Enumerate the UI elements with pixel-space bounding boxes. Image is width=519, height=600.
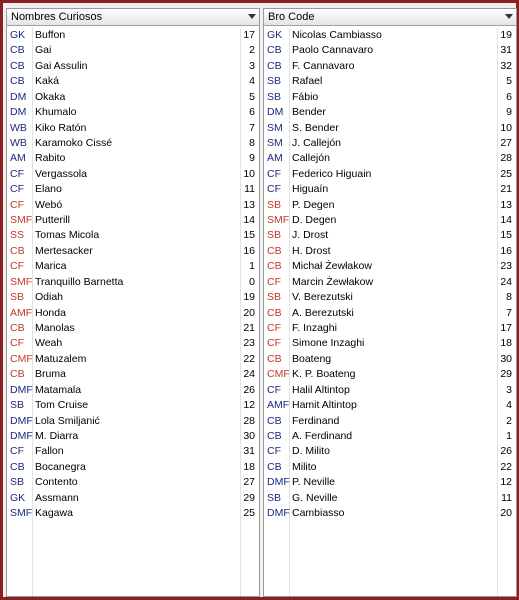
player-position: GK (10, 29, 26, 41)
player-row[interactable] (7, 383, 259, 398)
player-name: Marica (35, 260, 67, 273)
player-position: DM (10, 90, 27, 103)
player-number: 28 (243, 414, 255, 427)
player-name: Okaka (35, 90, 66, 103)
chevron-down-icon[interactable] (248, 14, 256, 19)
player-name: Khumalo (35, 106, 77, 119)
player-position: CB (10, 59, 25, 72)
player-row[interactable] (7, 90, 259, 105)
player-position: CF (10, 183, 24, 196)
player-number: 6 (506, 90, 512, 103)
player-list-right (264, 28, 516, 522)
player-position: CF (267, 275, 281, 288)
player-row[interactable] (7, 444, 259, 459)
team-select-left[interactable] (7, 9, 259, 26)
player-position: CB (10, 322, 25, 335)
player-position: SB (267, 491, 282, 504)
player-position: CMF (10, 352, 33, 365)
player-position: AM (267, 152, 283, 165)
player-row[interactable] (264, 105, 516, 120)
player-number: 32 (500, 59, 512, 72)
player-name: Rabito (35, 152, 66, 165)
player-position: SM (267, 136, 283, 149)
player-position: SB (10, 291, 25, 304)
player-number: 31 (243, 445, 255, 458)
player-number: 19 (500, 29, 512, 41)
player-name: Federico Higuain (292, 167, 372, 180)
player-name: Marcin Żewłakow (292, 275, 374, 288)
player-number: 13 (500, 198, 512, 211)
player-row[interactable] (264, 167, 516, 182)
player-name: P. Degen (292, 198, 335, 211)
player-number: 17 (500, 322, 512, 335)
player-row[interactable] (7, 275, 259, 290)
player-position: CB (267, 59, 282, 72)
player-row[interactable] (264, 28, 516, 43)
player-position: CB (267, 460, 282, 473)
player-name: Vergassola (35, 167, 87, 180)
player-name: Assmann (35, 491, 79, 504)
player-name: Kiko Ratón (35, 121, 87, 134)
player-position: CF (267, 337, 281, 350)
player-position: CB (267, 260, 282, 273)
player-position: SMF (10, 507, 33, 520)
player-row[interactable] (264, 182, 516, 197)
team-select-right[interactable] (264, 9, 516, 26)
player-row[interactable] (7, 352, 259, 367)
player-number: 9 (249, 152, 255, 165)
player-name: M. Diarra (35, 429, 79, 442)
player-number: 25 (243, 507, 255, 520)
player-number: 27 (500, 136, 512, 149)
player-position: SS (10, 229, 25, 242)
player-name: Rafael (292, 75, 323, 88)
player-number: 15 (500, 229, 512, 242)
player-number: 14 (243, 214, 255, 227)
player-number: 20 (500, 507, 512, 520)
player-number: 30 (243, 429, 255, 442)
player-name: Elano (35, 183, 62, 196)
player-row[interactable] (7, 429, 259, 444)
player-position: DMF (267, 507, 290, 520)
player-position: SB (267, 291, 282, 304)
player-position: SB (267, 198, 282, 211)
player-position: DMF (267, 476, 290, 489)
player-row[interactable] (7, 151, 259, 166)
player-position: DMF (10, 383, 33, 396)
player-position: CMF (267, 368, 290, 381)
player-position: SB (10, 476, 25, 489)
player-name: Contento (35, 476, 78, 489)
player-row[interactable] (264, 336, 516, 351)
player-name: Kagawa (35, 507, 73, 520)
player-name: Matuzalem (35, 352, 87, 365)
player-name: Nicolas Cambiasso (292, 29, 382, 41)
player-position: SB (267, 229, 282, 242)
player-name: D. Degen (292, 214, 337, 227)
player-name: Honda (35, 306, 66, 319)
player-number: 7 (506, 306, 512, 319)
chevron-down-icon[interactable] (505, 14, 513, 19)
player-number: 14 (500, 214, 512, 227)
player-position: CB (267, 244, 282, 257)
player-row[interactable] (7, 213, 259, 228)
player-position: SM (267, 121, 283, 134)
player-name: Webó (35, 198, 63, 211)
player-number: 23 (243, 337, 255, 350)
player-row[interactable] (264, 74, 516, 89)
player-row[interactable] (264, 213, 516, 228)
player-row[interactable] (264, 352, 516, 367)
player-number: 6 (249, 106, 255, 119)
player-row[interactable] (264, 90, 516, 105)
team-panel-left (6, 8, 260, 597)
player-position: CB (267, 44, 282, 57)
player-position: AM (10, 152, 26, 165)
player-row[interactable] (264, 275, 516, 290)
player-number: 21 (500, 183, 512, 196)
player-name: Hamit Altintop (292, 399, 357, 412)
player-name: Boateng (292, 352, 332, 365)
player-row[interactable] (264, 228, 516, 243)
player-position: CF (10, 167, 24, 180)
player-number: 7 (249, 121, 255, 134)
player-position: SMF (10, 275, 33, 288)
player-name: Tom Cruise (35, 399, 89, 412)
player-position: CF (10, 260, 24, 273)
player-name: Bruma (35, 368, 66, 381)
player-name: Ferdinand (292, 414, 340, 427)
player-name: P. Neville (292, 476, 335, 489)
player-number: 2 (249, 44, 255, 57)
player-number: 12 (243, 399, 255, 412)
player-position: SMF (10, 214, 33, 227)
player-number: 0 (249, 275, 255, 288)
player-position: CB (10, 244, 25, 257)
player-row[interactable] (264, 429, 516, 444)
player-number: 24 (500, 275, 512, 288)
player-row[interactable] (7, 336, 259, 351)
player-number: 26 (243, 383, 255, 396)
player-row[interactable] (264, 444, 516, 459)
player-number: 1 (249, 260, 255, 273)
player-position: CB (10, 44, 25, 57)
player-number: 10 (500, 121, 512, 134)
player-position: CB (10, 75, 25, 88)
player-number: 15 (243, 229, 255, 242)
player-row[interactable] (264, 321, 516, 336)
player-row[interactable] (264, 59, 516, 74)
player-name: Tomas Micola (35, 229, 100, 242)
player-row[interactable] (7, 491, 259, 506)
player-number: 20 (243, 306, 255, 319)
player-row[interactable] (7, 28, 259, 43)
player-name: Callejón (292, 152, 330, 165)
player-name: D. Milito (292, 445, 330, 458)
player-number: 8 (249, 136, 255, 149)
player-position: CB (10, 460, 25, 473)
player-name: Kaká (35, 75, 59, 88)
player-row[interactable] (7, 198, 259, 213)
player-position: CB (267, 352, 282, 365)
player-number: 9 (506, 106, 512, 119)
player-position: CF (10, 445, 24, 458)
player-name: Odiah (35, 291, 64, 304)
player-name: H. Drost (292, 244, 331, 257)
player-number: 25 (500, 167, 512, 180)
player-name: Cambiasso (292, 507, 345, 520)
player-number: 3 (506, 383, 512, 396)
player-name: Higuaín (292, 183, 329, 196)
player-number: 12 (500, 476, 512, 489)
player-name: F. Cannavaro (292, 59, 355, 72)
player-name: J. Drost (292, 229, 329, 242)
player-number: 10 (243, 167, 255, 180)
player-name: Putterill (35, 214, 71, 227)
player-name: S. Bender (292, 121, 339, 134)
player-number: 4 (249, 75, 255, 88)
player-row[interactable] (7, 136, 259, 151)
player-name: Milito (292, 460, 317, 473)
player-number: 24 (243, 368, 255, 381)
player-row[interactable] (264, 383, 516, 398)
player-row[interactable] (7, 506, 259, 521)
player-name: V. Berezutski (292, 291, 353, 304)
player-row[interactable] (264, 259, 516, 274)
player-name: J. Callejón (292, 136, 342, 149)
player-name: K. P. Boateng (292, 368, 356, 381)
player-position: SB (267, 75, 282, 88)
player-row[interactable] (264, 491, 516, 506)
player-name: Lola Smiljanić (35, 414, 100, 427)
player-row[interactable] (264, 414, 516, 429)
player-row[interactable] (7, 367, 259, 382)
player-number: 22 (243, 352, 255, 365)
player-number: 17 (243, 29, 255, 41)
player-row[interactable] (264, 506, 516, 521)
player-position: SB (267, 90, 282, 103)
player-position: CF (267, 322, 281, 335)
player-name: Simone Inzaghi (292, 337, 365, 350)
player-position: AMF (267, 399, 290, 412)
player-number: 16 (500, 244, 512, 257)
player-name: Gai Assulin (35, 59, 88, 72)
player-number: 27 (243, 476, 255, 489)
player-number: 22 (500, 460, 512, 473)
player-position: CF (10, 198, 24, 211)
player-position: CF (267, 183, 281, 196)
player-position: AMF (10, 306, 33, 319)
player-number: 29 (243, 491, 255, 504)
player-row[interactable] (7, 475, 259, 490)
player-position: DM (10, 106, 27, 119)
player-row[interactable] (264, 121, 516, 136)
player-number: 11 (244, 183, 255, 196)
player-name: G. Neville (292, 491, 338, 504)
player-name: Fábio (292, 90, 319, 103)
player-row[interactable] (7, 59, 259, 74)
player-row[interactable] (7, 105, 259, 120)
player-position: CB (267, 414, 282, 427)
player-row[interactable] (7, 259, 259, 274)
player-position: CB (10, 368, 25, 381)
player-position: WB (10, 136, 27, 149)
player-row[interactable] (7, 244, 259, 259)
player-number: 31 (500, 44, 512, 57)
player-row[interactable] (7, 321, 259, 336)
player-row[interactable] (7, 306, 259, 321)
player-name: Weah (35, 337, 63, 350)
player-row[interactable] (7, 290, 259, 305)
player-row[interactable] (264, 367, 516, 382)
player-position: DM (267, 106, 284, 119)
player-row[interactable] (264, 43, 516, 58)
player-name: Paolo Cannavaro (292, 44, 374, 57)
player-row[interactable] (7, 414, 259, 429)
player-row[interactable] (7, 121, 259, 136)
player-name: A. Berezutski (292, 306, 354, 319)
player-position: CF (267, 445, 281, 458)
player-row[interactable] (264, 198, 516, 213)
player-number: 8 (506, 291, 512, 304)
player-name: Michał Żewłakow (292, 260, 372, 273)
player-row[interactable] (264, 151, 516, 166)
player-position: CB (267, 429, 282, 442)
player-number: 2 (506, 414, 512, 427)
player-name: Halil Altintop (292, 383, 350, 396)
player-position: DMF (10, 414, 33, 427)
team-panel-right (263, 8, 517, 597)
player-position: GK (10, 491, 26, 504)
player-position: CF (267, 167, 281, 180)
player-name: Bender (292, 106, 326, 119)
player-name: Gai (35, 44, 52, 57)
player-row[interactable] (7, 398, 259, 413)
player-row[interactable] (264, 475, 516, 490)
player-name: Tranquillo Barnetta (35, 275, 124, 288)
player-number: 3 (249, 59, 255, 72)
player-number: 1 (506, 429, 512, 442)
player-position: SMF (267, 214, 290, 227)
player-row[interactable] (264, 398, 516, 413)
player-list-left (7, 28, 259, 522)
player-row[interactable] (7, 74, 259, 89)
player-position: DMF (10, 429, 33, 442)
player-number: 21 (243, 322, 255, 335)
player-name: Karamoko Cissé (35, 136, 113, 149)
player-position: CF (267, 383, 281, 396)
player-number: 23 (500, 260, 512, 273)
player-row[interactable] (264, 136, 516, 151)
player-number: 30 (500, 352, 512, 365)
player-number: 18 (243, 460, 255, 473)
player-row[interactable] (7, 228, 259, 243)
player-number: 5 (506, 75, 512, 88)
player-name: A. Ferdinand (292, 429, 353, 442)
player-position: CF (10, 337, 24, 350)
player-row[interactable] (264, 244, 516, 259)
player-name: Mertesacker (35, 244, 93, 257)
player-number: 19 (243, 291, 255, 304)
team-select-label: Bro Code (268, 11, 315, 23)
player-position: CB (267, 306, 282, 319)
player-row[interactable] (7, 43, 259, 58)
player-row[interactable] (7, 460, 259, 475)
player-name: Matamala (35, 383, 82, 396)
player-row[interactable] (264, 460, 516, 475)
player-position: SB (10, 399, 25, 412)
player-number: 11 (501, 491, 512, 504)
player-name: Buffon (35, 29, 66, 41)
player-number: 28 (500, 152, 512, 165)
player-number: 18 (500, 337, 512, 350)
player-number: 16 (243, 244, 255, 257)
player-number: 29 (500, 368, 512, 381)
player-row[interactable] (7, 167, 259, 182)
player-name: Fallon (35, 445, 64, 458)
player-name: Bocanegra (35, 460, 86, 473)
player-number: 13 (243, 198, 255, 211)
player-name: Manolas (35, 322, 75, 335)
player-row[interactable] (7, 182, 259, 197)
player-name: F. Inzaghi (292, 322, 337, 335)
player-number: 4 (506, 399, 512, 412)
player-number: 26 (500, 445, 512, 458)
player-row[interactable] (264, 306, 516, 321)
player-position: WB (10, 121, 27, 134)
team-select-label: Nombres Curiosos (11, 11, 103, 23)
player-row[interactable] (264, 290, 516, 305)
player-position: GK (267, 29, 283, 41)
player-number: 5 (249, 90, 255, 103)
